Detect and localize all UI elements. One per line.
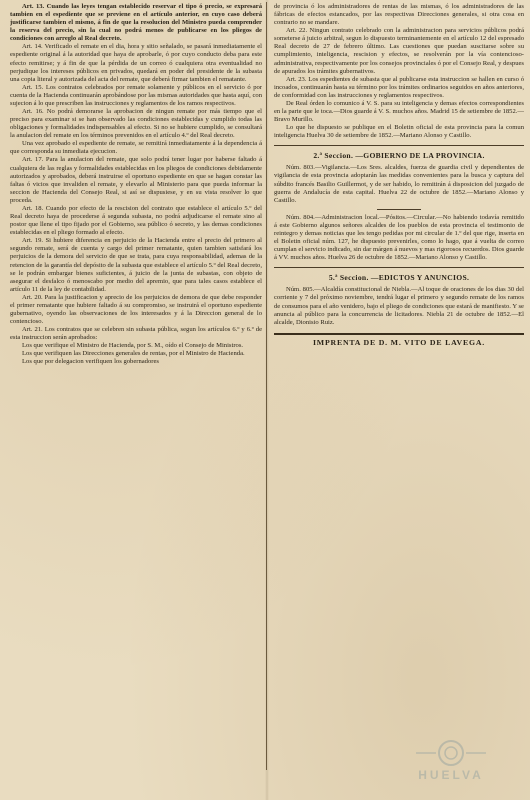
section-divider xyxy=(274,145,524,146)
article-20: Art. 20. Para la justificacion y aprecio de los perjuicios de demora de que debe responder el primer rematante que hubiere faltado á su compromiso, se instruirá el oportuno espediente gubernativo, oyendo las observaciones de los interesados y á la Direccion general de lo contencioso. xyxy=(10,293,262,326)
article-21-item-2: Los que verifiquen las Direcciones generales de rentas, por el Ministro de Hacienda. xyxy=(22,350,245,358)
article-13: Art. 13. Cuando las leyes tengan establecido reservar el tipo ó precio, se expresará tambien en el espediente que se previene en el artículo anterior, en cuyo caso deberá justificarse tambien el mismo, á fin de que la resolucion del Ministro pueda comprender la reserva del precio, sin la cual no podrá menos de publicarse en los pliegos de condiciones con arreglo al Real decreto. xyxy=(10,3,262,43)
article-23: Art. 23. Los espedientes de subasta que al publicarse esta instruccion se hallen en curso ó incoados, continuarán hasta su término por los trámites ordinarios seguidos en años anteriores, de conformidad con las instrucciones y reglamentos respectivos. xyxy=(274,75,524,99)
left-column xyxy=(10,3,262,790)
section-5-heading: 5.ª Seccion. —EDICTOS Y ANUNCIOS. xyxy=(328,273,470,283)
article-21: Art. 21. Los contratos que se celebren sin subasta pública, segun los artículos 6.º y 6.º de esta instruccion serán aprobados: xyxy=(10,326,262,342)
publication-order: Lo que he dispuesto se publique en el Boletin oficial de esta provincia para la comun inteligencia Huelva 30 de setiembre de 1852.—Mariano Alonso y Castillo. xyxy=(274,124,524,140)
printer-imprint: IMPRENTA DE D. M. VITO DE LAVEGA. xyxy=(312,337,486,347)
notice-805: Núm. 805.—Alcaldía constitucional de Niebla.—Al toque de oraciones de los dias 30 del corriente y 7 del próximo noviembre, tendrá lugar el primero y segundo remate de los ramos de consumos para el año venidero, bajo el pliego de condiciones que estará de manifiesto. Y se anuncia al público para la concurrencia de licitadores. Niebla 21 de octubre de 1852.—El alcalde, Dionisio Ruiz. xyxy=(274,286,524,326)
article-18: Art. 18. Cuando por efecto de la rescision del contrato que establece el artículo 5.º del Real decreto haya de procederse á segunda subasta, no podrá adjudicarse el remate sino al postor que llene el tipo fijado por el Gobierno, sea público ó secreto, y las demas condiciones establecidas en el pliego formado al efecto. xyxy=(10,204,262,237)
notice-divider xyxy=(377,209,421,210)
section-divider xyxy=(274,267,524,268)
article-21-item-1: Los que verifique el Ministro de Hacienda, por S. M., oído el Consejo de Ministros. xyxy=(22,342,244,350)
notice-804: Núm. 804.—Administracion local.—Pósitos.—Circular.—No habiendo todavía remitido á este Gobierno algunos señores alcaldes de los pueblos de esta provincia el testimonio de reintegro y demas noticias que les tengo pedidas por mi circular de 1.º del que rige, inserta en el Boletin oficial núm. 127, he dispuesto prevenirles, como lo hago, que á vuelta de correo cumplan el servicio indicado, sin dar márgen á nuevos y mas rigorosos recuerdos. Dios guarde á VV. muchos años. Huelva 26 de octubre de 1852.—Mariano Alonso y Castillo. xyxy=(274,213,524,262)
column-divider xyxy=(266,2,267,770)
article-21-item-3: Los que por delegacion verifiquen los gobernadores xyxy=(22,358,159,366)
stamp-text: HUELVA xyxy=(418,768,484,782)
article-14: Art. 14. Verificado el remate en el dia, hora y sitio señalado, se pasará inmediatamente el espediente original á la autoridad que haya de aprobarle, ó por cuyo conducto deba para este efecto remitirse; y á fin de que la pérdida de un correo ó cualquiera otra eventualidad no perjudique los intereses públicos en privados, quedará en poder del presidente de la subasta una copia literal y autorizada del acta del remate, que deberá firmar tambien el rematante. xyxy=(10,43,262,83)
archive-stamp xyxy=(396,738,506,788)
article-16-continued: Una vez aprobado el espediente de remate, se remitirá inmediatamente á la dependencia á que corresponda su inmediata ejecucion. xyxy=(10,140,262,156)
article-15: Art. 15. Los contratos celebrados por remate solamente y públicos en el servicio ó por cuenta de la Hacienda continuarán aprobándose por las mismas autoridades que hasta aquí, con sujecion á lo que prescriben las instrucciones y reglamentos de los ramos respectivos. xyxy=(10,83,262,107)
imprint-rule xyxy=(274,333,524,335)
article-22: Art. 22. Ningun contrato celebrado con la administracion para servicios públicos podrá someterse á juicio arbitral, segun lo dispuesto terminantemente en el artículo 12 del espresado Real decreto de 27 de febrero último. Las cuestiones que puedan suscitarse sobre su cumplimiento, inteligencia, rescision y efectos, se resolverán por la vía contencioso-administrativa, respectivamente por los consejos provinciales ó por el Consejo Real, y despues de apurados los trámites gubernativos. xyxy=(274,27,524,75)
section-2-heading: 2.ª Seccion. —GOBIERNO DE LA PROVINCIA. xyxy=(313,151,485,161)
continuation-text: de provincia ó los administradores de rentas de las mismas, ó los administradores de las fábricas de efectos estancados, por las respectivas Direcciones generales, si otra cosa en contrario no se mandare. xyxy=(274,3,524,27)
article-17: Art. 17. Para la anulacion del remate, que solo podrá tener lugar por haberse faltado á cualquiera de las reglas y formalidades establecidas en los pliegos de condiciones debidamente autorizados y aprobados, deberá instruirse el oportuno espediente en que se hagan constar las faltas ó vicios que invaliden el remate, y elevarlo al Ministerio para que pueda informar la seccion de Hacienda del Consejo Real, si así se dispusiese, y en su vista resolver lo que proceda. xyxy=(10,156,262,204)
royal-order-closing: De Real órden lo comunico á V. S. para su inteligencia y demas efectos correspondientes en la parte que le toca.—Dios guarde á V. S. muchos años. Madrid 15 de setiembre de 1852.—Bravo Murillo. xyxy=(274,99,524,124)
stamp-emblem-icon xyxy=(396,738,506,768)
right-column xyxy=(274,3,524,790)
article-19: Art. 19. Si hubiere diferencia en perjuicio de la Hacienda entre el precio del primero al segundo remate, será de cuenta y cargo del primer rematante, quien tambien satisfará los perjuicios de la demora del servicio de que se trata, para cuya responsabilidad, ademas de la retencion de la garantía del depósito de la subasta que establece el artículo 5.º del Real decreto, se le podrán embargar bienes suficientes, á juicio de la junta de subastas, con objeto de asegurar el desfalco ó menoscabo por medio del apremio, que para tales casos establece el artículo 11 de la ley de contabilidad. xyxy=(10,237,262,293)
article-16: Art. 16. No podrá demorarse la aprobacion de ningun remate por más tiempo que el preciso para examinar si se han observado las condiciones establecidas y cumplido todas las obligaciones y formalidades indispensables al efecto. Si no se hubiere cumplido, se consultará la anulacion del remate en los términos prevenidos en el artículo 4.º del Real decreto. xyxy=(10,108,262,140)
notice-803: Núm. 803.—Vigilancia.—Los Sres. alcaldes, fuerza de guardia civil y dependientes de vigilancia de esta provincia adoptarán las medidas convenientes para la busca y captura del súbdito francés Basilio Guillermot, y de ser habido, lo remitirán á disposicion del juzgado de guerra de Andalucía de esta capital. Huelva 22 de octubre de 1852.—Mariano Alonso y Castillo. xyxy=(274,164,524,204)
